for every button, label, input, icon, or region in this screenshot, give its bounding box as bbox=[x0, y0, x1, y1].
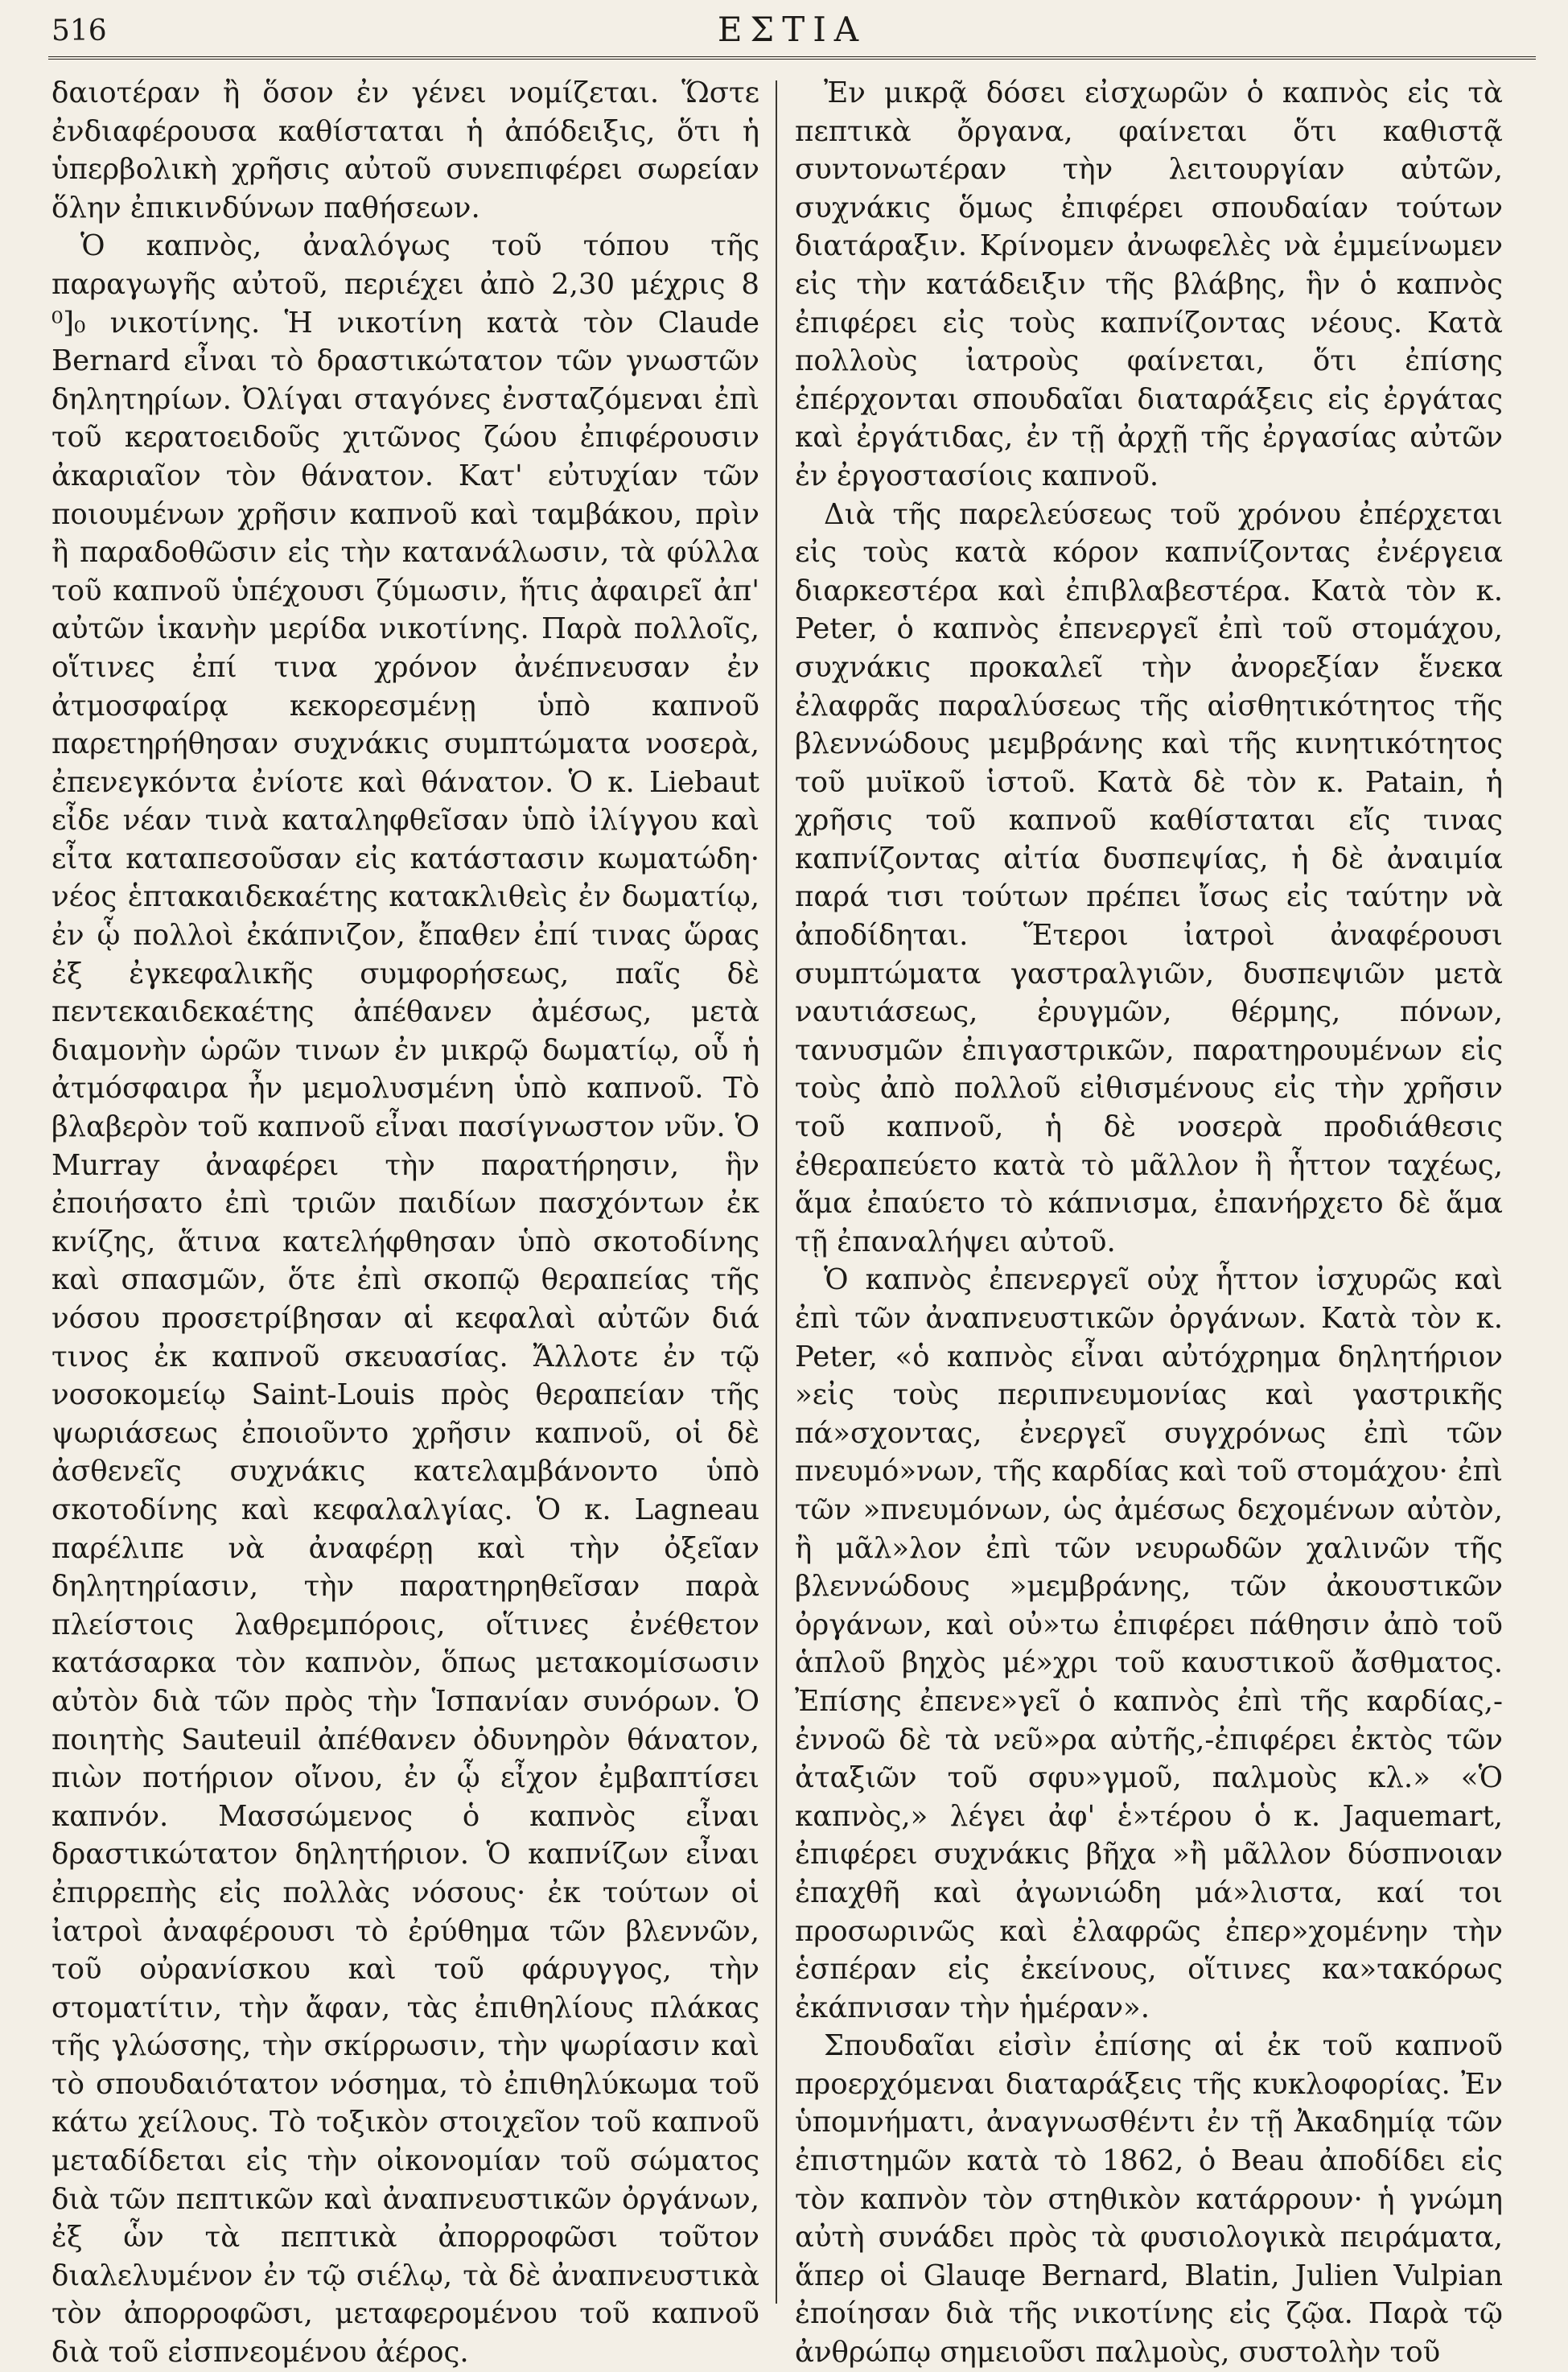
column-divider bbox=[776, 80, 777, 2304]
page-number: 516 bbox=[51, 14, 107, 47]
paragraph: Διὰ τῆς παρελεύσεως τοῦ χρόνου ἐπέρχεται εἰς τοὺς κατὰ κόρον καπνίζοντας ἐνέργεια διαρκεστέρα καὶ ἐπιβλαβεστέρα. Κατὰ τὸν κ. Peter, ὁ καπνὸς ἐπενεργεῖ ἐπὶ τοῦ στομάχου, συχνάκις προκαλεῖ τὴν ἀνορεξίαν ἕνεκα ἐλαφρᾶς παραλύσεως τῆς αἰσθητικότητος τῆς βλεννώδους μεμβράνης καὶ τῆς κινητικότητος τοῦ μυϊκοῦ ἱστοῦ. Κατὰ δὲ τὸν κ. Patain, ἡ χρῆσις τοῦ καπνοῦ καθίσταται εἴς τινας καπνίζοντας αἰτία δυσπεψίας, ἡ δὲ ἀναιμία παρά τισι τούτων πρέπει ἴσως εἰς ταύτην νὰ ἀποδίδηται. Ἕτεροι ἰατροὶ ἀναφέρουσι συμπτώματα γαστραλγιῶν, δυσπεψιῶν μετὰ ναυτιάσεως, ἐρυγμῶν, θέρμης, πόνων, τανυσμῶν ἐπιγαστρικῶν, παρατηρουμένων εἰς τοὺς ἀπὸ πολλοῦ εἰθισμένους εἰς τὴν χρῆσιν τοῦ καπνοῦ, ἡ δὲ νοσερὰ προδιάθεσις ἐθεραπεύετο κατὰ τὸ μᾶλλον ἢ ἧττον ταχέως, ἅμα ἐπαύετο τὸ κάπνισμα, ἐπανήρχετο δὲ ἅμα τῇ ἐπαναλήψει αὐτοῦ. bbox=[795, 497, 1503, 1258]
paragraph: δαιοτέραν ἢ ὅσον ἐν γένει νομίζεται. Ὥστε ἐνδιαφέρουσα καθίσταται ἡ ἀπόδειξις, ὅτι ἡ ὑπερβολικὴ χρῆσις αὐτοῦ συνεπιφέρει σωρείαν ὅλην ἐπικινδύνων παθήσεων. bbox=[51, 76, 759, 224]
paragraph: Ὁ καπνὸς, ἀναλόγως τοῦ τόπου τῆς παραγωγῆς αὐτοῦ, περιέχει ἀπὸ 2,30 μέχρις 8 ⁰]₀ νικοτίνης. Ἡ νικοτίνη κατὰ τὸν Claude Bernard εἶναι τὸ δραστικώτατον τῶν γνωστῶν δηλητηρίων. Ὀλίγαι σταγόνες ἐνσταζόμεναι ἐπὶ τοῦ κερατοειδοῦς χιτῶνος ζώου ἐπιφέρουσιν ἀκαριαῖον τὸν θάνατον. Κατ' εὐτυχίαν τῶν ποιουμένων χρῆσιν καπνοῦ καὶ ταμβάκου, πρὶν ἢ παραδοθῶσιν εἰς τὴν κατανάλωσιν, τὰ φύλλα τοῦ καπνοῦ ὑπέχουσι ζύμωσιν, ἥτις ἀφαιρεῖ ἀπ' αὐτῶν ἱκανὴν μερίδα νικοτίνης. Παρὰ πολλοῖς, οἵτινες ἐπί τινα χρόνον ἀνέπνευσαν ἐν ἀτμοσφαίρᾳ κεκορεσμένῃ ὑπὸ καπνοῦ παρετηρήθησαν συχνάκις συμπτώματα νοσερὰ, ἐπενεγκόντα ἐνίοτε καὶ θάνατον. Ὁ κ. Liebaut εἶδε νέαν τινὰ καταληφθεῖσαν ὑπὸ ἰλίγγου καὶ εἶτα καταπεσοῦσαν εἰς κατάστασιν κωματώδη· νέος ἑπτακαιδεκαέτης κατακλιθεὶς ἐν δωματίῳ, ἐν ᾧ πολλοὶ ἐκάπνιζον, ἔπαθεν ἐπί τινας ὥρας ἐξ ἐγκεφαλικῆς συμφορήσεως, παῖς δὲ πεντεκαιδεκαέτης ἀπέθανεν ἀμέσως, μετὰ διαμονὴν ὡρῶν τινων ἐν μικρῷ δωματίῳ, οὗ ἡ ἀτμόσφαιρα ἦν μεμολυσμένη ὑπὸ καπνοῦ. Τὸ βλαβερὸν τοῦ καπνοῦ εἶναι πασίγνωστον νῦν. Ὁ Murray ἀναφέρει τὴν παρατήρησιν, ἣν ἐποιήσατο ἐπὶ τριῶν παιδίων πασχόντων ἐκ κνίζης, ἅτινα κατελήφθησαν ὑπὸ σκοτοδίνης καὶ σπασμῶν, ὅτε ἐπὶ σκοπῷ θεραπείας τῆς νόσου προσετρίβησαν αἱ κεφαλαὶ αὐτῶν διά τινος ἐκ καπνοῦ σκευασίας. Ἄλλοτε ἐν τῷ νοσοκομείῳ Saint-Louis πρὸς θεραπείαν τῆς ψωριάσεως ἐποιοῦντο χρῆσιν καπνοῦ, οἱ δὲ ἀσθενεῖς συχνάκις κατελαμβάνοντο ὑπὸ σκοτοδίνης καὶ κεφαλαλγίας. Ὁ κ. Lagneau παρέλιπε νὰ ἀναφέρῃ καὶ τὴν ὀξεῖαν δηλητηρίασιν, τὴν παρατηρηθεῖσαν παρὰ πλείστοις λαθρεμπόροις, οἵτινες ἐνέθετον κατάσαρκα τὸν καπνὸν, ὅπως μετακομίσωσιν αὐτὸν διὰ τῶν πρὸς τὴν Ἱσπανίαν συνόρων. Ὁ ποιητὴς Sauteuil ἀπέθανεν ὀδυνηρὸν θάνατον, πιὼν ποτήριον οἴνου, ἐν ᾧ εἶχον ἐμβαπτίσει καπνόν. Μασσώμενος ὁ καπνὸς εἶναι δραστικώτατον δηλητήριον. Ὁ καπνίζων εἶναι ἐπιρρεπὴς εἰς πολλὰς νόσους· ἐκ τούτων οἱ ἰατροὶ ἀναφέρουσι τὸ ἐρύθημα τῶν βλεννῶν, τοῦ οὐρανίσκου καὶ τοῦ φάρυγγος, τὴν στοματίτιν, τὴν ἄφαν, τὰς ἐπιθηλίους πλάκας τῆς γλώσσης, τὴν σκίρρωσιν, τὴν ψωρίασιν καὶ τὸ σπουδαιότατον νόσημα, τὸ ἐπιθηλύκωμα τοῦ κάτω χείλους. Τὸ τοξικὸν στοιχεῖον τοῦ καπνοῦ μεταδίδεται εἰς τὴν οἰκονομίαν τοῦ σώματος διὰ τῶν πεπτικῶν καὶ ἀναπνευστικῶν ὀργάνων, ἐξ ὧν τὰ πεπτικὰ ἀπορροφῶσι τοῦτον διαλελυμένον ἐν τῷ σιέλῳ, τὰ δὲ ἀναπνευστικὰ τὸν ἀπορροφῶσι, μεταφερομένου τοῦ καπνοῦ διὰ τοῦ εἰσπνεομένου ἀέρος. bbox=[51, 229, 759, 2370]
paragraph: Σπουδαῖαι εἰσὶν ἐπίσης αἱ ἐκ τοῦ καπνοῦ προερχόμεναι διαταράξεις τῆς κυκλοφορίας. Ἐν ὑπομνήματι, ἀναγνωσθέντι ἐν τῇ Ἀκαδημίᾳ τῶν ἐπιστημῶν κατὰ τὸ 1862, ὁ Beau ἀποδίδει εἰς τὸν καπνὸν τὸν στηθικὸν κατάρρουν· ἡ γνώμη αὐτὴ συνάδει πρὸς τὰ φυσιολογικὰ πειράματα, ἅπερ οἱ Glauqe Bernard, Blatin, Julien Vulpian ἐποίησαν διὰ τῆς νικοτίνης εἰς ζῷα. Παρὰ τῷ ἀνθρώπῳ σημειοῦσι παλμοὺς, συστολὴν τοῦ bbox=[795, 2029, 1503, 2370]
paragraph: Ἐν μικρᾷ δόσει εἰσχωρῶν ὁ καπνὸς εἰς τὰ πεπτικὰ ὄργανα, φαίνεται ὅτι καθιστᾷ συντονωτέραν τὴν λειτουργίαν αὐτῶν, συχνάκις ὅμως ἐπιφέρει σπουδαίαν τούτων διατάραξιν. Κρίνομεν ἀνωφελὲς νὰ ἐμμείνωμεν εἰς τὴν κατάδειξιν τῆς βλάβης, ἣν ὁ καπνὸς ἐπιφέρει εἰς τοὺς καπνίζοντας νέους. Κατὰ πολλοὺς ἰατροὺς φαίνεται, ὅτι ἐπίσης ἐπέρχονται σπουδαῖαι διαταράξεις εἰς ἐργάτας καὶ ἐργάτιδας, ἐν τῇ ἀρχῇ τῆς ἐργασίας αὐτῶν ἐν ἐργοστασίοις καπνοῦ. bbox=[795, 76, 1503, 492]
paragraph: Ὁ καπνὸς ἐπενεργεῖ οὐχ ἧττον ἰσχυρῶς καὶ ἐπὶ τῶν ἀναπνευστικῶν ὀργάνων. Κατὰ τὸν κ. Peter, «ὁ καπνὸς εἶναι αὐτόχρημα δηλητήριον »εἰς τοὺς περιπνευμονίας καὶ γαστρικῆς πά»σχοντας, ἐνεργεῖ συγχρόνως ἐπὶ τῶν πνευμό»νων, τῆς καρδίας καὶ τοῦ στομάχου· ἐπὶ τῶν »πνευμόνων, ὡς ἀμέσως δεχομένων αὐτὸν, ἢ μᾶλ»λον ἐπὶ τῶν νευρωδῶν χαλινῶν τῆς βλεννώδους »μεμβράνης, τῶν ἀκουστικῶν ὀργάνων, καὶ οὐ»τω ἐπιφέρει πάθησιν ἀπὸ τοῦ ἁπλοῦ βηχὸς μέ»χρι τοῦ καυστικοῦ ἄσθματος. Ἐπίσης ἐπενε»γεῖ ὁ καπνὸς ἐπὶ τῆς καρδίας,- ἐννοῶ δὲ τὰ νεῦ»ρα αὐτῆς,-ἐπιφέρει ἐκτὸς τῶν ἀταξιῶν τοῦ σφυ»γμοῦ, παλμοὺς κλ.» «Ὁ καπνὸς,» λέγει ἀφ' ἑ»τέρου ὁ κ. Jaquemart, ἐπιφέρει συχνάκις βῆχα »ἢ μᾶλλον δύσπνοιαν ἐπαχθῆ καὶ ἀγωνιώδη μά»λιστα, καί τοι προσωρινῶς καὶ ἐλαφρῶς ἐπερ»χομένην τὴν ἑσπέραν εἰς ἐκείνους, οἵτινες κα»τακόρως ἐκάπνισαν τὴν ἡμέραν». bbox=[795, 1263, 1503, 2024]
left-column bbox=[51, 74, 759, 2370]
right-column bbox=[795, 74, 1503, 2370]
running-title: ΕΣΤΙΑ bbox=[717, 10, 867, 49]
header-rule bbox=[48, 56, 1536, 60]
page-header bbox=[48, 10, 1536, 58]
